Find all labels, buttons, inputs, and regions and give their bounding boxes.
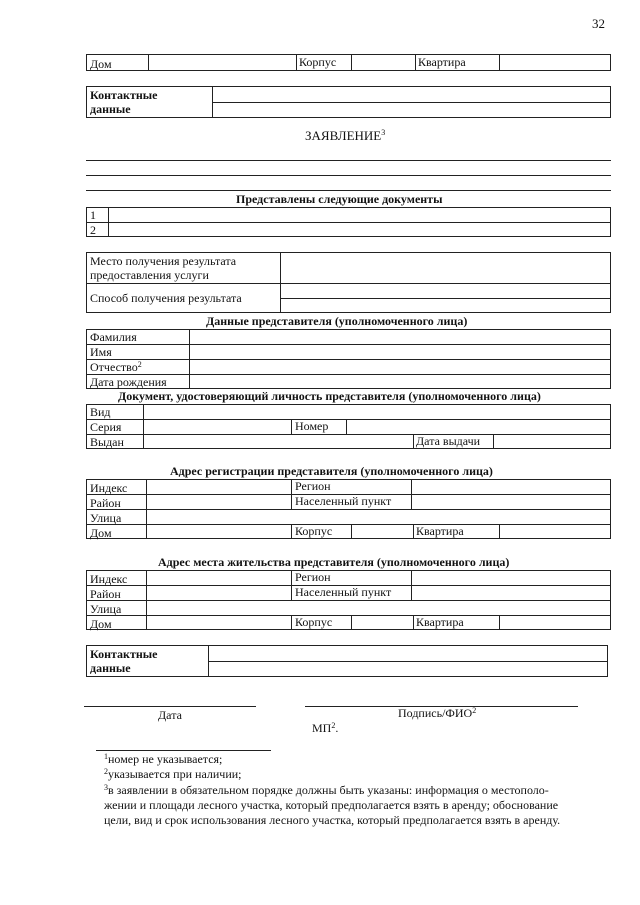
divider [415, 54, 416, 71]
result-method-label: Способ получения результата [90, 291, 242, 305]
res-region-label: Регион [295, 570, 331, 584]
divider [499, 524, 500, 539]
statement-title-text: ЗАЯВЛЕНИЕ [305, 128, 382, 143]
divider [208, 661, 608, 662]
footnote-1 [104, 753, 222, 766]
rep-surname-label: Фамилия [90, 330, 137, 344]
divider [351, 54, 352, 71]
res-locality-label: Населенный пункт [295, 585, 392, 599]
top-apartment-label: Квартира [418, 55, 466, 69]
documents-heading: Представлены следующие документы [236, 192, 443, 206]
top-address-table [86, 54, 611, 71]
footnote-3-sup: 3 [104, 783, 108, 792]
divider [212, 102, 611, 103]
divider [351, 615, 352, 630]
result-place-label-1: Место получения результата [90, 254, 237, 268]
rep-doc-issue-date-label: Дата выдачи [416, 434, 481, 448]
reg-building-label: Корпус [295, 524, 333, 538]
res-house-label: Дом [90, 617, 112, 631]
divider [346, 419, 347, 434]
date-label: Дата [158, 708, 182, 722]
stamp-sup: 2 [331, 721, 336, 730]
reg-house-label: Дом [90, 526, 112, 540]
res-apartment-label: Квартира [416, 615, 464, 629]
divider [499, 615, 500, 630]
divider [291, 615, 292, 630]
divider [86, 283, 611, 284]
res-district-label: Район [90, 587, 121, 601]
signature-label-text: Подпись/ФИО [398, 706, 473, 720]
rep-patronymic-label [90, 361, 142, 374]
statement-line-1 [86, 160, 611, 161]
divider [411, 479, 412, 509]
stamp-dot: . [335, 721, 339, 735]
date-line [84, 706, 256, 707]
divider [413, 615, 414, 630]
reg-apartment-label: Квартира [416, 524, 464, 538]
footnote-separator [96, 750, 271, 751]
res-building-label: Корпус [295, 615, 333, 629]
divider [146, 570, 147, 630]
signature-label-sup: 2 [472, 706, 477, 715]
res-street-label: Улица [90, 602, 122, 616]
divider [413, 524, 414, 539]
top-building-label: Корпус [299, 55, 337, 69]
footnote-2 [104, 768, 242, 781]
rep-name-label: Имя [90, 345, 112, 359]
reg-index-label: Индекс [90, 481, 128, 495]
stamp-placeholder-label [312, 722, 338, 735]
divider [86, 615, 611, 616]
statement-title [305, 129, 385, 142]
statement-line-3 [86, 190, 611, 191]
divider [280, 298, 611, 299]
rep-doc-table [86, 404, 611, 449]
divider [291, 479, 292, 509]
divider [143, 404, 144, 449]
rep-doc-kind-label: Вид [90, 405, 111, 419]
divider [86, 434, 611, 435]
reg-district-label: Район [90, 496, 121, 510]
stamp-text: МП [312, 721, 332, 735]
rep-doc-heading: Документ, удостоверяющий личность представителя (уполномоченного лица) [118, 389, 541, 403]
rep-birthdate-label: Дата рождения [90, 375, 167, 389]
divider [86, 419, 611, 420]
divider [493, 434, 494, 449]
divider [86, 600, 611, 601]
footnote-3-line-2: жении и площади лесного участка, который предполагается взять в аренду; обоснование [104, 798, 559, 812]
divider [148, 54, 149, 71]
result-place-label-2: предоставления услуги [90, 268, 209, 282]
divider [146, 479, 147, 539]
footnote-3-line-3: цели, вид и срок использования лесного участка, который предполагается взять в аренду. [104, 813, 561, 827]
divider [86, 524, 611, 525]
reg-locality-label: Населенный пункт [295, 494, 392, 508]
footnote-2-sup: 2 [104, 767, 108, 776]
rep-doc-number-label: Номер [295, 419, 329, 433]
rep-patronymic-sup: 2 [137, 360, 142, 369]
top-contact-label-2: данные [90, 102, 131, 116]
divider [291, 524, 292, 539]
divider [291, 419, 292, 434]
divider [296, 54, 297, 71]
rep-doc-issued-label: Выдан [90, 435, 124, 449]
rep-heading: Данные представителя (уполномоченного лица) [206, 314, 468, 328]
top-contact-label-1: Контактные [90, 88, 158, 102]
divider [411, 570, 412, 600]
document-row-number: 2 [90, 223, 96, 237]
divider [291, 570, 292, 600]
footnote-3-text-1: в заявлении в обязательном порядке должны быть указаны: информация о местополо- [108, 783, 549, 797]
bottom-contact-label-2: данные [90, 661, 131, 675]
footnote-1-text: номер не указывается; [108, 752, 223, 766]
top-house-label: Дом [90, 57, 112, 71]
divider [413, 434, 414, 449]
divider [86, 359, 611, 360]
document-row-number: 1 [90, 208, 96, 222]
statement-line-2 [86, 175, 611, 176]
statement-title-sup: 3 [381, 128, 386, 137]
divider [86, 344, 611, 345]
divider [86, 509, 611, 510]
page-number: 32 [592, 16, 605, 31]
res-index-label: Индекс [90, 572, 128, 586]
reg-street-label: Улица [90, 511, 122, 525]
footnote-3-line-1 [104, 784, 549, 797]
reg-address-heading: Адрес регистрации представителя (уполномоченного лица) [170, 464, 493, 478]
signature-label [398, 707, 476, 720]
rep-doc-series-label: Серия [90, 420, 122, 434]
footnote-2-text: указывается при наличии; [108, 767, 242, 781]
divider [499, 54, 500, 71]
footnote-1-sup: 1 [104, 752, 108, 761]
divider [86, 222, 611, 223]
bottom-contact-label-1: Контактные [90, 647, 158, 661]
divider [108, 207, 109, 237]
rep-patronymic-text: Отчество [90, 360, 138, 374]
res-address-heading: Адрес места жительства представителя (уполномоченного лица) [158, 555, 510, 569]
reg-region-label: Регион [295, 479, 331, 493]
divider [351, 524, 352, 539]
